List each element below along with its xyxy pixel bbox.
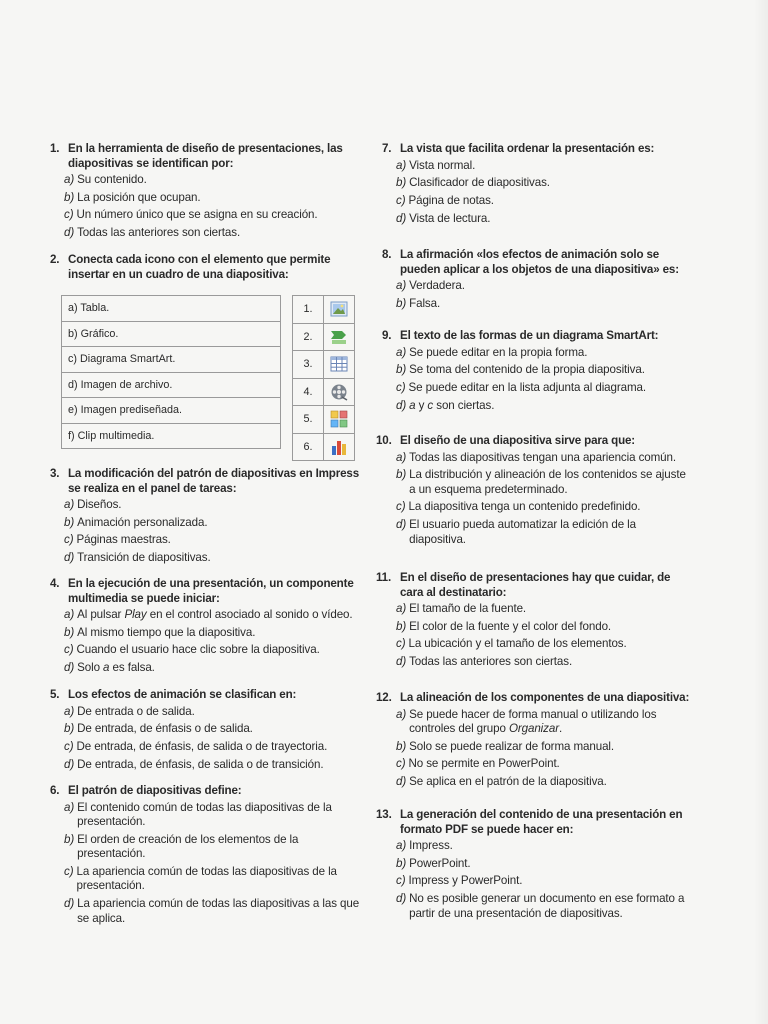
question-8 — [382, 248, 694, 314]
option: c) Impress y PowerPoint. — [396, 874, 523, 888]
page-edge-shadow — [754, 0, 768, 1024]
question-4 — [50, 577, 362, 679]
question-text: En la ejecución de una presentación, un componente multimedia se puede iniciar: — [68, 577, 354, 605]
question-11 — [376, 571, 694, 673]
question-9 — [382, 329, 694, 416]
table-icon — [330, 355, 348, 373]
question-number: 8. — [382, 248, 392, 261]
question-text: En el diseño de presentaciones hay que cuidar, de cara al destinatario: — [400, 571, 671, 599]
option: a) Se puede hacer de forma manual o utilizando los controles del grupo Organizar. — [396, 707, 657, 735]
option: a) El tamaño de la fuente. — [396, 602, 527, 615]
option: c) Cuando el usuario hace clic sobre la diapositiva. — [64, 643, 320, 657]
match-number: 6. — [293, 433, 324, 461]
question-number: 10. — [376, 434, 392, 447]
option: d) a y c son ciertas. — [396, 398, 495, 412]
question-number: 6. — [50, 784, 60, 797]
option: a) De entrada o de salida. — [64, 704, 195, 718]
option: b) De entrada, de énfasis o de salida. — [64, 722, 253, 736]
option: b) Animación personalizada. — [64, 515, 208, 529]
option: c) Se puede editar en la lista adjunta al diagrama. — [396, 380, 647, 394]
option: d) Todas las anteriores son ciertas. — [64, 226, 241, 240]
question-7 — [382, 142, 694, 229]
match-item: a) Tabla. — [62, 296, 281, 322]
question-text: El diseño de una diapositiva sirve para que: — [400, 434, 636, 447]
option: a) Al pulsar Play en el control asociado al sonido o vídeo. — [64, 608, 353, 621]
question-text: La vista que facilita ordenar la presentación es: — [400, 142, 655, 155]
question-2 — [50, 253, 362, 282]
match-item: b) Gráfico. — [62, 321, 281, 347]
question-6 — [50, 784, 362, 929]
option: d) La apariencia común de todas las diapositivas a las que se aplica. — [64, 897, 360, 925]
option: d) El usuario pueda automatizar la edición de la diapositiva. — [396, 518, 636, 546]
question-10 — [376, 434, 694, 550]
option: a) Vista normal. — [396, 158, 476, 172]
question-number: 11. — [376, 571, 392, 584]
question-number: 4. — [50, 577, 60, 590]
question-text: El patrón de diapositivas define: — [68, 784, 242, 797]
match-item: d) Imagen de archivo. — [62, 372, 281, 398]
match-number: 2. — [293, 323, 324, 351]
option: b) Se toma del contenido de la propia diapositiva. — [396, 363, 645, 377]
question-text: Los efectos de animación se clasifican en: — [68, 688, 297, 701]
question-number: 1. — [50, 142, 60, 155]
option: c) La diapositiva tenga un contenido predefinido. — [396, 500, 641, 514]
option: a) Se puede editar en la propia forma. — [396, 345, 588, 359]
question-number: 5. — [50, 688, 60, 701]
option: c) No se permite en PowerPoint. — [396, 757, 560, 771]
question-text: La generación del contenido de una presentación en formato PDF se puede hacer en: — [400, 808, 683, 836]
question-number: 7. — [382, 142, 392, 155]
smartart-icon — [330, 328, 348, 346]
option: c) La apariencia común de todas las diapositivas de la presentación. — [64, 864, 337, 893]
film-reel-icon — [330, 383, 348, 401]
question-5 — [50, 688, 362, 775]
option: b) La distribución y alineación de los contenidos se ajuste a un esquema predeterminado. — [396, 468, 686, 496]
option: a) Diseños. — [64, 498, 122, 511]
option: c) Páginas maestras. — [64, 533, 171, 547]
option: c) La ubicación y el tamaño de los elementos. — [396, 637, 627, 651]
option: c) De entrada, de énfasis, de salida o de trayectoria. — [64, 739, 328, 753]
clipart-icon — [330, 410, 348, 428]
match-item: f) Clip multimedia. — [62, 423, 281, 449]
option: b) Al mismo tiempo que la diapositiva. — [64, 625, 256, 639]
match-item: e) Imagen prediseñada. — [62, 398, 281, 424]
option: b) Clasificador de diapositivas. — [396, 176, 550, 190]
match-number: 1. — [293, 296, 324, 324]
option: c) Un número único que se asigna en su creación. — [64, 208, 318, 222]
question-text: La modificación del patrón de diapositivas en Impress se realiza en el panel de tareas: — [68, 467, 359, 495]
question-13 — [376, 808, 694, 924]
option: d) Solo a es falsa. — [64, 661, 155, 675]
option: a) Verdadera. — [396, 279, 465, 292]
option: d) Vista de lectura. — [396, 211, 491, 225]
match-number: 4. — [293, 378, 324, 406]
bar-chart-icon — [330, 438, 348, 456]
image-icon — [330, 300, 348, 318]
option: d) Se aplica en el patrón de la diapositiva. — [396, 775, 607, 789]
question-1 — [50, 142, 362, 244]
option: a) El contenido común de todas las diapositivas de la presentación. — [64, 800, 332, 828]
option: b) PowerPoint. — [396, 856, 471, 870]
option: d) No es posible generar un documento en ese formato a partir de una presentación de diapositivas. — [396, 892, 685, 920]
option: b) El color de la fuente y el color del fondo. — [396, 619, 612, 633]
matching-icons-table — [292, 295, 355, 461]
option: a) Todas las diapositivas tengan una apariencia común. — [396, 450, 676, 464]
question-text: La alineación de los componentes de una diapositiva: — [400, 691, 690, 704]
option: b) El orden de creación de los elementos de la presentación. — [64, 832, 299, 861]
question-12 — [376, 691, 694, 793]
option: d) Transición de diapositivas. — [64, 551, 211, 565]
question-3 — [50, 467, 362, 569]
question-number: 13. — [376, 808, 392, 821]
question-text: Conecta cada icono con el elemento que permite insertar en un cuadro de una diapositiva: — [68, 253, 331, 281]
question-number: 12. — [376, 691, 392, 704]
option: a) Su contenido. — [64, 173, 147, 186]
option: d) De entrada, de énfasis, de salida o de transición. — [64, 757, 324, 771]
match-number: 3. — [293, 351, 324, 379]
option: b) Solo se puede realizar de forma manual. — [396, 739, 615, 753]
question-text: La afirmación «los efectos de animación solo se pueden aplicar a los objetos de una diapositiva» es: — [400, 248, 679, 276]
option: b) La posición que ocupan. — [64, 190, 201, 204]
match-item: c) Diagrama SmartArt. — [62, 347, 281, 373]
question-text: El texto de las formas de un diagrama SmartArt: — [400, 329, 659, 342]
option: b) Falsa. — [396, 296, 441, 310]
question-text: En la herramienta de diseño de presentaciones, las diapositivas se identifican por: — [68, 142, 343, 170]
option: a) Impress. — [396, 839, 453, 852]
question-number: 2. — [50, 253, 60, 266]
question-number: 3. — [50, 467, 60, 480]
question-number: 9. — [382, 329, 392, 342]
match-number: 5. — [293, 406, 324, 434]
option: c) Página de notas. — [396, 193, 494, 207]
option: d) Todas las anteriores son ciertas. — [396, 655, 573, 669]
matching-items-table — [61, 295, 281, 449]
